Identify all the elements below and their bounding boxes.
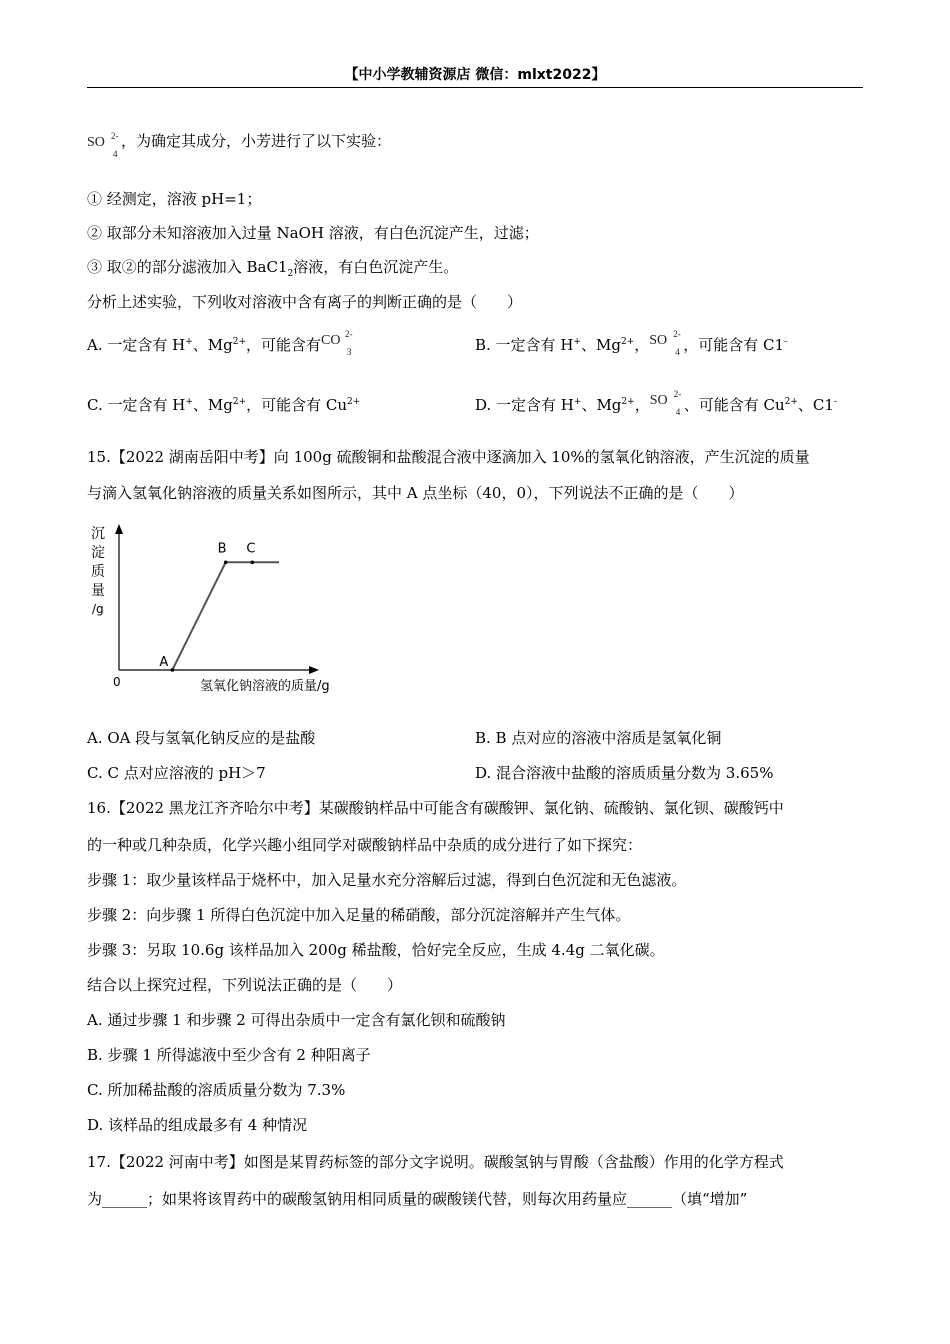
y-label-char: 沉: [91, 526, 105, 542]
sulfate-ion-formula: SO 2- 4: [87, 131, 119, 159]
q17-stem-line1: 17.【2022 河南中考】如图是某胃药标签的部分文字说明。碳酸氢钠与胃酸（含盐酸）作用的化学方程式: [87, 1153, 784, 1171]
q16-stem-line1: 16.【2022 黑龙江齐齐哈尔中考】某碳酸钠样品中可能含有碳酸钾、氯化钠、硫酸钠、氯化钡、碳酸钙中: [87, 799, 784, 817]
q15-stem-line2: 与滴入氢氧化钠溶液的质量关系如图所示，其中 A 点坐标（40，0），下列说法不正确的是（ ）: [87, 484, 744, 502]
q15-stem-line1: 15.【2022 湖南岳阳中考】向 100g 硫酸铜和盐酸混合液中逐滴加入 10%的氢氧化钠溶液，产生沉淀的质量: [87, 448, 810, 466]
x-axis-arrow-icon: [309, 666, 319, 674]
q16-step3: 步骤 3：另取 10.6g 该样品加入 200g 稀盐酸，恰好完全反应，生成 4.4g 二氧化碳。: [87, 941, 665, 959]
q16-option-b: B. 步骤 1 所得滤液中至少含有 2 种阳离子: [87, 1046, 371, 1064]
q16-option-d: D. 该样品的组成最多有 4 种情况: [87, 1116, 308, 1134]
y-label-char: 淀: [91, 545, 105, 561]
q16-step1: 步骤 1：取少量该样品于烧杯中，加入足量水充分溶解后过滤，得到白色沉淀和无色滤液。: [87, 871, 687, 889]
q16-option-c: C. 所加稀盐酸的溶质质量分数为 7.3%: [87, 1081, 346, 1099]
q16-option-a: A. 通过步骤 1 和步骤 2 可得出杂质中一定含有氯化钡和硫酸钠: [87, 1011, 506, 1029]
q15-option-d: D. 混合溶液中盐酸的溶质质量分数为 3.65%: [475, 764, 774, 782]
sulfate-ion-formula: SO 2- 4: [649, 329, 681, 357]
q14-step1: ① 经测定，溶液 pH=1；: [87, 190, 262, 208]
data-point-c: [251, 561, 255, 565]
y-axis-arrow-icon: [115, 524, 123, 534]
q14-step2: ② 取部分未知溶液加入过量 NaOH 溶液，有白色沉淀产生，过滤；: [87, 224, 539, 242]
y-unit: /g: [92, 602, 104, 616]
q14-step3: ③ 取②的部分滤液加入 $BaC1_2$溶液，有白色沉淀产生。: [87, 258, 459, 279]
q14-option-d: D. 一定含有 H+、$Mg^{2+}$， SO 2- 4 、可能含有 $Cu^{2+}$、C1-: [475, 392, 837, 420]
q16-stem-line2: 的一种或几种杂质，化学兴趣小组同学对碳酸钠样品中杂质的成分进行了如下探究：: [87, 836, 643, 854]
q14-option-c: C. 一定含有 H+、$Mg^{2+}$，可能含有 $Cu^{2+}$: [87, 396, 361, 414]
q15-option-b: B. B 点对应的溶液中溶质是氢氧化铜: [475, 729, 722, 747]
x-axis-label: 氢氧化钠溶液的质量/g: [200, 679, 330, 694]
q16-step2: 步骤 2：向步骤 1 所得白色沉淀中加入足量的稀硝酸，部分沉淀溶解并产生气体。: [87, 906, 631, 924]
q14-option-b: B. 一定含有 H+、$Mg^{2+}$， SO 2- 4 ，可能含有 C1-: [475, 332, 787, 360]
q15-option-c: C. C 点对应溶液的 pH＞7: [87, 764, 266, 782]
point-label-c: C: [246, 541, 256, 557]
precipitate-chart: [87, 518, 367, 698]
point-label-a: A: [159, 655, 169, 670]
q14-option-a: A. 一定含有 H+、$Mg^{2+}$，可能含有 CO 2- 3: [87, 332, 355, 360]
q14-intro: SO 2- 4 ，为确定其成分，小芳进行了以下实验：: [87, 128, 391, 156]
y-label-char: 质: [91, 564, 105, 580]
data-point-a: [171, 668, 175, 672]
data-point-b: [224, 561, 228, 565]
q17-stem-line2: 为______；如果将该胃药中的碳酸氢钠用相同质量的碳酸镁代替，则每次用药量应______（填“增加”: [87, 1190, 748, 1208]
page-header: 【中小学教辅资源店 微信：mlxt2022】: [344, 67, 606, 83]
origin-label: 0: [113, 675, 121, 689]
precipitate-mass-line: [172, 562, 279, 670]
q14-question: 分析上述实验，下列收对溶液中含有离子的判断正确的是（ ）: [87, 293, 523, 311]
point-label-b: B: [217, 541, 227, 557]
y-label-char: 量: [91, 583, 105, 599]
header-divider: [87, 87, 863, 88]
sulfate-ion-formula: SO 2- 4: [649, 389, 682, 417]
carbonate-ion-formula: CO 2- 3: [321, 329, 353, 357]
q15-option-a: A. OA 段与氢氧化钠反应的是盐酸: [87, 729, 316, 747]
q16-question: 结合以上探究过程，下列说法正确的是（ ）: [87, 976, 403, 994]
